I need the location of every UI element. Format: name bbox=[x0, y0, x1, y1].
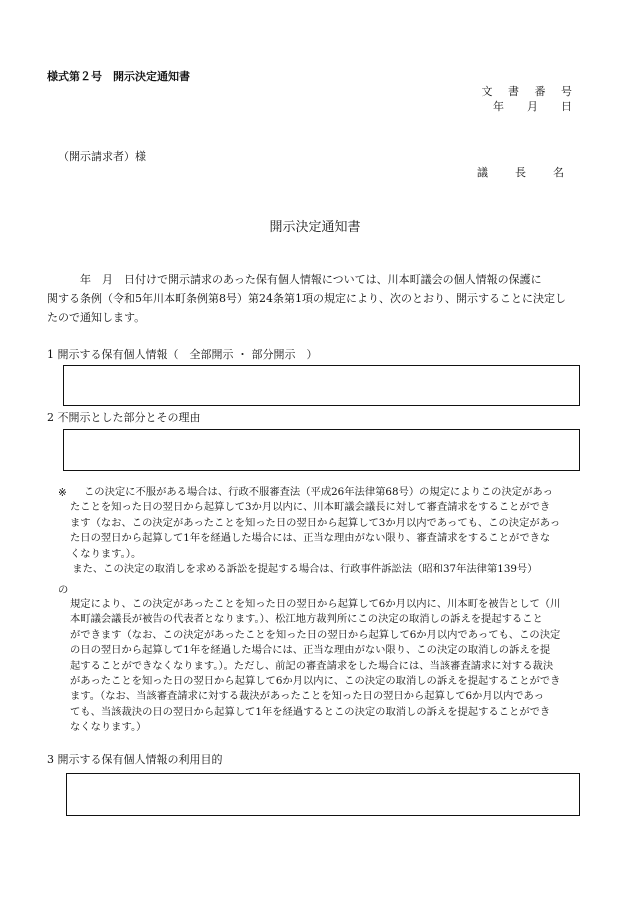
note-line: なくなります。） bbox=[70, 721, 147, 734]
page-title: 開示決定通知書 bbox=[269, 220, 361, 235]
intro-line: 関する条例（令和5年川本町条例第8号）第24条第1項の規定により、次のとおり、開示することに決定し bbox=[47, 292, 566, 305]
note-line: 本町議会議長が被告の代表者となります。）、松江地方裁判所にこの決定の取消しの訴えを提起すること bbox=[70, 613, 543, 626]
note-fragment: の bbox=[58, 584, 69, 596]
note-line: ても、当該裁決の日の翌日から起算して1年を経過するとこの決定の取消しの訴えを提起することができ bbox=[70, 705, 551, 718]
form-label: 様式第２号 開示決定通知書 bbox=[47, 70, 190, 83]
document-number: 文 書 番 号 bbox=[481, 85, 578, 98]
section-3-heading: 3 開示する保有個人情報の利用目的 bbox=[47, 753, 223, 766]
note-line: 規定により、この決定があったことを知った日の翌日から起算して6か月以内に、川本町を被告として（川 bbox=[70, 598, 561, 610]
section-2-heading: 2 不開示とした部分とその理由 bbox=[47, 411, 201, 424]
note-line: 起することができなくなります。）。ただし、前記の審査請求をした場合には、当該審査請求に対する裁決 bbox=[70, 659, 554, 672]
note-paragraph-1 bbox=[62, 485, 585, 577]
note-paragraph-2 bbox=[70, 597, 585, 736]
note-line: たことを知った日の翌日から起算して3か月以内に、川本町議会議長に対して審査請求をすることができ bbox=[70, 501, 551, 514]
note-line: この決定に不服がある場合は、行政不服審査法（平成26年法律第68号）の規定によりこの決定があっ bbox=[84, 486, 553, 498]
note-line: ます（なお、この決定があったことを知った日の翌日から起算して3か月以内であっても、この決定があっ bbox=[70, 516, 561, 529]
note-line: た日の翌日から起算して1年を経過した場合には、正当な理由がない限り、審査請求をすることができな bbox=[70, 532, 551, 545]
note-line: また、この決定の取消しを求める訴訟を提起する場合は、行政事件訴訟法（昭和37年法律第139号） bbox=[62, 563, 538, 576]
note-line: ます。（なお、当該審査請求に対する裁決があったことを知った日の翌日から起算して6か月以内であっ bbox=[70, 690, 545, 703]
note-line: があったことを知った日の翌日から起算して6か月以内に、この決定の取消しの訴えを提起することができ bbox=[70, 675, 561, 688]
section-1-box bbox=[63, 365, 580, 406]
section-1-heading: 1 開示する保有個人情報（ 全部開示 ・ 部分開示 ） bbox=[47, 348, 318, 361]
note-line: の日の翌日から起算して1年を経過した場合には、正当な理由がない限り、この決定の取消しの訴えを提 bbox=[70, 644, 551, 657]
note-line: ができます（なお、この決定があったことを知った日の翌日から起算して6か月以内であっても、この決定 bbox=[70, 628, 561, 641]
section-3-box bbox=[66, 773, 580, 816]
chair-name: 議 長 名 bbox=[477, 166, 572, 179]
intro-paragraph bbox=[47, 270, 582, 327]
section-2-box bbox=[63, 429, 580, 471]
recipient: （開示請求者）様 bbox=[58, 150, 146, 163]
note-mark: ※ bbox=[58, 487, 67, 499]
intro-line: 年 月 日付けで開示請求のあった保有個人情報については、川本町議会の個人情報の保護に bbox=[47, 273, 542, 286]
issue-date: 年 月 日 bbox=[493, 100, 578, 113]
intro-line: たので通知します。 bbox=[47, 311, 146, 324]
note-line: くなります。）。 bbox=[70, 547, 142, 560]
